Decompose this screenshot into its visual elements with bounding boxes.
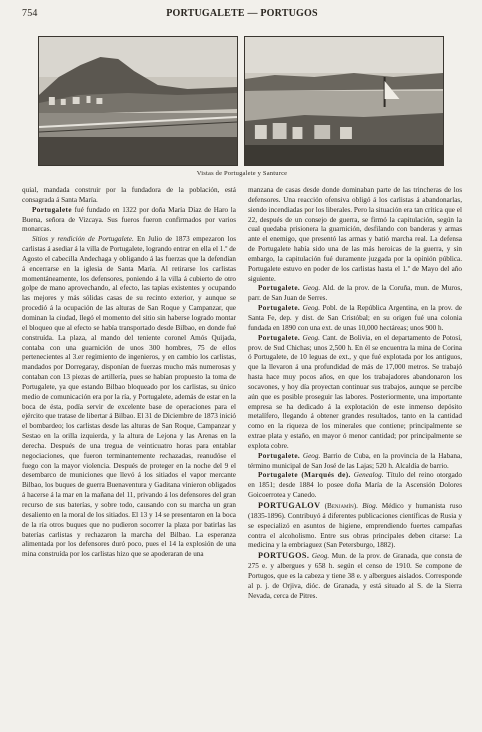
entry-headword: Portugalete: [32, 205, 72, 214]
entry-text: Barrio de Cuba, en la provincia de la Habana, término municipal de San José de las Lajas; 520 h. Alcaldía de barrio.: [248, 451, 462, 470]
entry-text: quial, mandada construir por la fundadora de la población, está consagrada á Santa María.: [22, 186, 236, 204]
entry-category: Biog.: [357, 502, 378, 510]
page: [22, 8, 462, 726]
entry-category: Genealog.: [350, 471, 384, 480]
paragraph: [248, 186, 462, 284]
running-title: PORTUGALETE — PORTUGOS: [166, 8, 318, 19]
paragraph: [248, 304, 462, 334]
entry-text: Médico y humanista ruso (1835-1896). Contribuyó á diferentes publicaciones científicas de Rusia y se especializó en asuntos de higiene, emprendiendo fuertes campañas contra el alcoholismo. Entre sus obras principales deben citarse: La medicina y la embriaguez (San Petersburgo, 1882).: [248, 502, 462, 550]
paragraph: [22, 206, 236, 236]
entry-category: Geog.: [300, 451, 321, 460]
right-column: [248, 186, 462, 722]
entry-text: Título del reino otorgado en 1851; desde 1884 lo posee doña María de la Ascensión Dolores Goicoerrotea y Canedo.: [248, 471, 462, 500]
paragraph: [248, 501, 462, 551]
entry-text: Pobl. de la República Argentina, en la prov. de Santa Fe, dep. y dist. de San Cristóbal; en su origen fué una colonia fundada en 1890 con una ext. de unas 10,000 hectáreas; unos 900 h.: [248, 304, 462, 332]
entry-text: manzana de casas desde donde dominaban parte de las trincheras de los defensores. Una reacción ofensiva obligó á los carlistas á abandonarlas, siendo incendiadas por los liberales. Pero la situación era tan crítica que el 22, después de un consejo de guerra, se firmó la capitulación, según la cual quedaba prisionera la guarnición, desfilando con banderas y armas ante el enemigo, que presentó las armas y batió marcha real. La defensa de Portugalete había sido una de las más heroicas de la guerra, y sin embargo, la capitulación fué duramente juzgada por la opinión pública. Portugalete estuvo en poder de los carlistas hasta el 1.º de Mayo del año siguiente.: [248, 186, 462, 283]
page-number: 754: [22, 8, 38, 19]
entry-category: Geog.: [300, 304, 321, 313]
paragraph: [22, 235, 236, 560]
entry-headword: Portugalete.: [258, 451, 301, 460]
entry-text: Mun. de la prov. de Granada, que consta de 275 e. y albergues y 658 h. según el censo de 1910. Se compone de Portugos, que es la cabeza y tiene 38 e. y albergues aislados. Corresponde al p. j. de Orjiva, dióc. de Granada, y está situado al S. de la Sierra Nevada, cerca de Pitres.: [248, 552, 462, 600]
photo-plate: [38, 36, 444, 164]
paragraph: [248, 284, 462, 304]
entry-qualifier: (Benjamín).: [320, 502, 358, 510]
entry-headword: Portugalete.: [258, 333, 301, 342]
entry-headword: Portugalete (Marqués de).: [258, 471, 351, 480]
entry-text: fué fundado en 1322 por doña María Díaz de Haro la Buena, señora de Vizcaya. Sus fueros fueron confirmados por varios monarcas.: [22, 205, 236, 234]
page-header: [22, 8, 462, 22]
entry-category: Sitios y rendición de Portugalete.: [32, 235, 134, 244]
paragraph: [248, 551, 462, 601]
entry-headword: PORTUGOS.: [258, 551, 310, 561]
text-columns: [22, 186, 462, 722]
entry-text: Cant. de Bolivia, en el departamento de Potosí, prov. de Sud Chichas; unos 2,500 h. En él se encuentra la mina de Corina ó Portugalete, de 10 leguas de ext., y que fué explotada por los antiguos, que la llevaron á una profundidad de más de 17,000 metros. Se trabajó hasta hace muy pocos años, en que los trabajadores abandonaron los socavones, y hoy día proyectan continuar sus trabajos, aunque se percibe aún que es posible proseguir las labores. Posteriormente, una importante empresa se ha dedicado á la explotación de este inmenso depósito metalífero, llegando á obtener grandes resultados, tanto en la cantidad como en la riqueza de los minerales que contiene; principalmente se extrae plata y estaño, en mayor ó menor cantidad; por principalmente se explota cobre.: [248, 333, 462, 450]
paragraph: [22, 186, 236, 206]
entry-text: En Julio de 1873 empezaron los carlistas á asediar á la villa de Portugalete, logrando entrar en ella el 1.º de Agosto el cabecilla Andechaga y obligando á las fuerzas que la defendían á encerrarse en la iglesia de Santa María. Al retirarse los carlistas momentáneamente, los defensores, poniendo á la villa á cubierto de otro golpe de mano aprovechando, al efecto, las tapias existentes y ocupando las mejores y más sólidas casas de su recinto exterior, y aunque se procedió á la ocupación de las alturas de San Roque y Campanzar, que dominan la ciudad, llegó el momento del sitio sin haberse logrado montar el bloqueo que al efecto se había transportado desde Bilbao, en donde fué construída. La plaza, al mando del teniente coronel Amós Quijada, contaba con una guarnición de unos 300 hombres, 75 de ellos pertenecientes al 3.er regimiento de ingenieros, y en cambio los carlistas, mandados por Dorregaray, disponían de fuerzas mucho más numerosas y contaban con 13 piezas de artillería, pues se habían propuesto la toma de Portugalete, ya que estando Bilbao bloqueado por los carlistas, su único medio de comunicación era por la ría, y Portugalete, además de estar en la boca de ésta, podía servir de excelente base de operaciones para el ejército que tratase de libertar á Bilbao. El 31 de Diciembre de 1873 inició el bombardeo; los carlistas desde las alturas de San Roque, Campanzar y Sestao en la orilla izquierda, y la altura de Lejona y las Arenas en la derecha. Después de una tregua de veinticuatro horas para entablar negociaciones, que fueron terminantemente rechazadas, reanudóse el fuego con la mayor violencia. Después de proteger en la noche del 9 el desembarco de municiones que llevó á los sitiados el vapor mercante Bilbao, los buques de guerra Buenaventura y Gaditana vinieron obligados á hacerse á la mar en la mañana del 11, privando á los defensores del gran recurso de sus baterías, y sobre todo, causando con su marcha un gran desaliento en la moral de los sitiados. El 13 y 14 se presentaron en la boca de la ría otros buques que no pudieron socorrer la plaza por batirlas las baterías carlistas y rechazaron la marcha del Bilbao. La esperanza alimentada por los defensores duró poco, pues el 14 la explosión de una mina construída por los carlistas hizo que se apoderaran de una: [22, 235, 236, 559]
entry-category: Geog.: [309, 552, 330, 561]
paragraph: [248, 471, 462, 501]
entry-category: Geog.: [300, 284, 321, 293]
left-column: [22, 186, 236, 722]
entry-category: Geog.: [300, 333, 320, 342]
entry-headword: Portugalete.: [258, 304, 301, 313]
paragraph: [248, 452, 462, 472]
photo-portugalete: [38, 36, 238, 166]
entry-text: Ald. de la prov. de la Coruña, mun. de Muros, parr. de San Juan de Serres.: [248, 284, 462, 303]
figure-caption: Vistas de Portugalete y Santurce: [196, 170, 288, 177]
paragraph: [248, 334, 462, 452]
entry-headword: PORTUGALOV: [258, 501, 321, 510]
entry-headword: Portugalete.: [258, 284, 301, 293]
photo-santurce: [244, 36, 444, 166]
